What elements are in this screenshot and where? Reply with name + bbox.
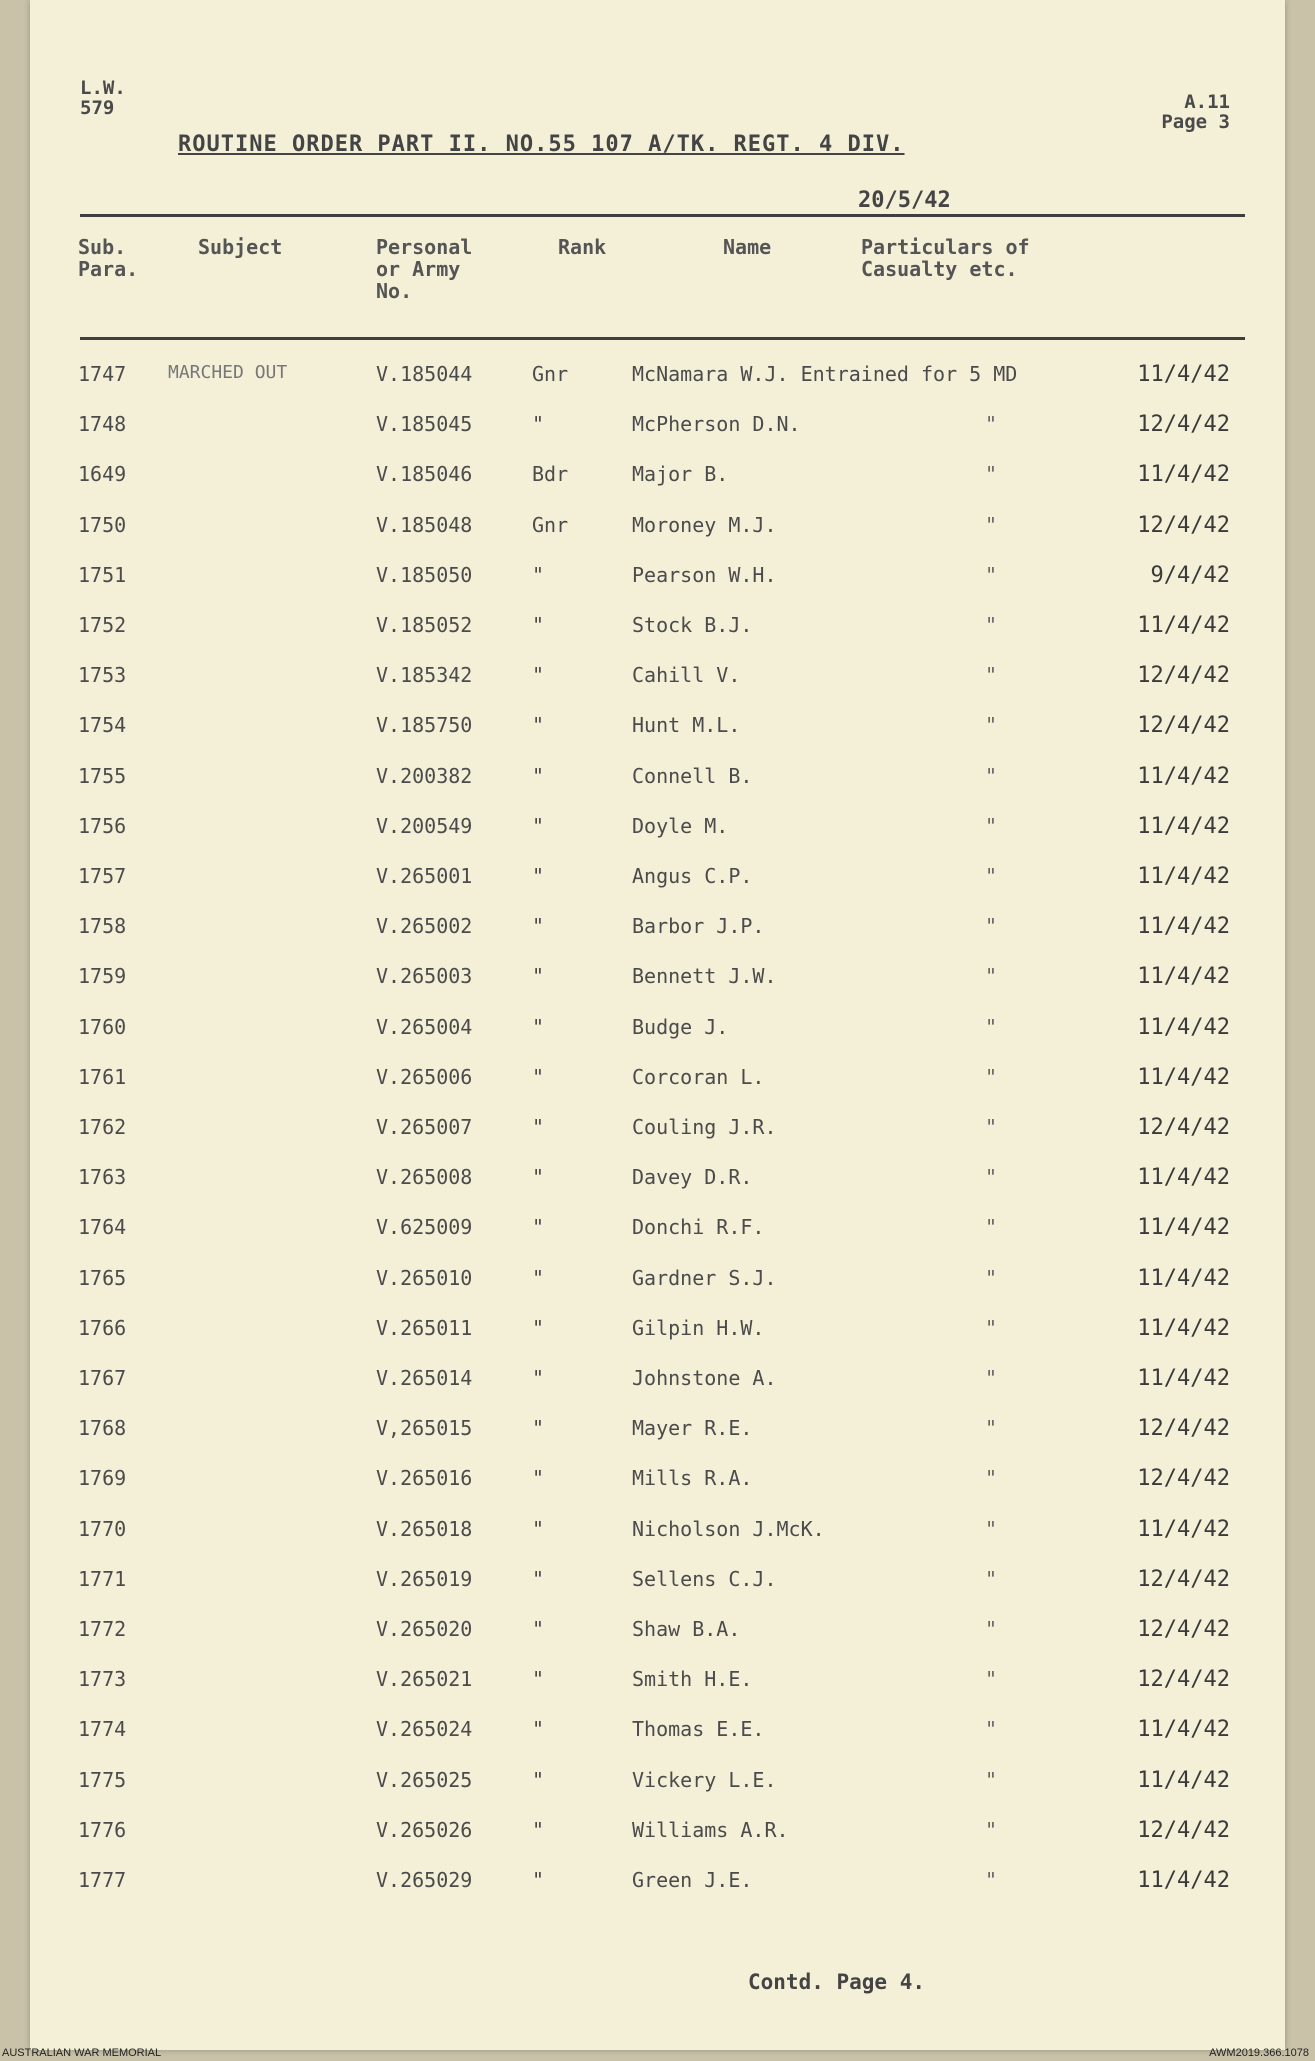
particulars-cell: " [985, 663, 998, 688]
casualty-date: 12/4/42 [1137, 1466, 1230, 1492]
name-cell: Green J.E. [632, 1868, 753, 1892]
para-number: 1766 [78, 1315, 127, 1340]
army-number: V.265018 [376, 1516, 473, 1541]
rank-cell: " [532, 1265, 545, 1290]
particulars-cell: " [985, 1064, 998, 1089]
name-cell: Pearson W.H. [632, 562, 777, 587]
rank-cell: " [532, 1566, 545, 1591]
particulars-cell: " [985, 562, 998, 587]
particulars-cell: " [985, 763, 998, 788]
rank-cell: " [532, 1717, 545, 1742]
army-number: V.265002 [376, 914, 473, 939]
casualty-date: 12/4/42 [1137, 663, 1230, 689]
table-row [30, 1768, 1285, 1798]
army-number: V.265026 [376, 1817, 473, 1842]
document-page [30, 0, 1285, 2050]
table-row [30, 1416, 1285, 1446]
army-number: V.185046 [376, 462, 473, 487]
continuation-note: Contd. Page 4. [748, 1970, 926, 1994]
casualty-date: 11/4/42 [1137, 813, 1230, 839]
rank-cell: " [532, 1315, 545, 1340]
particulars-cell: " [985, 1767, 998, 1792]
casualty-date: 9/4/42 [1150, 562, 1230, 588]
col-header-para: Sub. Para. [78, 235, 139, 281]
rank-cell: " [532, 1516, 545, 1541]
army-number: V.265020 [376, 1617, 473, 1641]
particulars-cell: " [985, 713, 998, 738]
table-row [30, 1717, 1285, 1747]
name-cell: Sellens C.J. [632, 1566, 777, 1591]
para-number: 1767 [78, 1366, 127, 1390]
particulars-cell: " [985, 1366, 998, 1390]
particulars-cell: " [985, 964, 998, 989]
name-cell: Corcoran L. [632, 1064, 765, 1089]
rank-cell: " [532, 1817, 545, 1842]
particulars-cell: " [985, 1165, 998, 1190]
army-number: V.265019 [376, 1566, 473, 1591]
name-cell: Donchi R.F. [632, 1215, 765, 1240]
para-number: 1753 [78, 663, 127, 688]
reference-line-1: L.W. [80, 77, 126, 99]
rank-cell: " [532, 1165, 545, 1190]
casualty-date: 11/4/42 [1137, 1868, 1230, 1893]
col-header-number: Personal or Army No. [376, 235, 473, 303]
rank-cell: Gnr [532, 362, 569, 386]
name-cell: Gardner S.J. [632, 1265, 777, 1290]
particulars-cell: " [985, 1868, 998, 1892]
army-number: V.265003 [376, 964, 473, 989]
name-cell: Smith H.E. [632, 1667, 753, 1692]
casualty-date: 11/4/42 [1137, 1265, 1230, 1291]
table-row [30, 764, 1285, 794]
rank-cell: Gnr [532, 512, 569, 537]
army-number: V.185048 [376, 512, 473, 537]
header-rule-bottom [80, 337, 1245, 340]
col-header-subject: Subject [198, 235, 283, 259]
casualty-date: 11/4/42 [1137, 1064, 1230, 1090]
table-row [30, 1667, 1285, 1697]
army-number: V.265024 [376, 1717, 473, 1742]
rank-cell: " [532, 914, 545, 939]
rank-cell: " [532, 1215, 545, 1240]
name-cell: Barbor J.P. [632, 914, 765, 939]
name-cell: Vickery L.E. [632, 1767, 777, 1792]
para-number: 1768 [78, 1416, 127, 1441]
rank-cell: " [532, 1014, 545, 1039]
para-number: 1770 [78, 1516, 127, 1541]
particulars-cell: " [985, 1466, 998, 1491]
army-number: V.185050 [376, 562, 473, 587]
casualty-date: 12/4/42 [1137, 412, 1230, 438]
para-number: 1762 [78, 1115, 127, 1139]
table-row [30, 964, 1285, 994]
col-header-name: Name [723, 235, 772, 259]
rank-cell: " [532, 813, 545, 838]
table-row [30, 1567, 1285, 1597]
army-number: V.265025 [376, 1767, 473, 1792]
rank-cell: " [532, 713, 545, 738]
rank-cell: " [532, 1466, 545, 1491]
table-row [30, 1366, 1285, 1396]
casualty-date: 11/4/42 [1137, 362, 1230, 387]
para-number: 1758 [78, 914, 127, 939]
army-number: V.185342 [376, 663, 473, 688]
casualty-date: 11/4/42 [1137, 1767, 1230, 1793]
table-row [30, 864, 1285, 894]
rank-cell: " [532, 1064, 545, 1089]
particulars-cell: " [985, 1416, 998, 1441]
rank-cell: " [532, 663, 545, 688]
table-row [30, 1466, 1285, 1496]
rank-cell: " [532, 763, 545, 788]
para-number: 1772 [78, 1617, 127, 1641]
table-row [30, 1115, 1285, 1145]
particulars-cell: " [985, 1215, 998, 1240]
particulars-cell: " [985, 1817, 998, 1842]
table-row [30, 1617, 1285, 1647]
name-cell: Angus C.P. [632, 864, 753, 888]
particulars-cell: " [985, 1115, 998, 1139]
table-row [30, 1517, 1285, 1547]
army-number: V.200382 [376, 763, 473, 788]
army-number: V.265021 [376, 1667, 473, 1692]
rank-cell: Bdr [532, 462, 569, 487]
name-cell: Thomas E.E. [632, 1717, 765, 1742]
particulars-cell: " [985, 512, 998, 537]
casualty-date: 11/4/42 [1137, 914, 1230, 940]
casualty-date: 11/4/42 [1137, 1014, 1230, 1040]
table-row [30, 713, 1285, 743]
name-cell: Stock B.J. [632, 613, 753, 637]
casualty-date: 11/4/42 [1137, 462, 1230, 488]
rank-cell: " [532, 1617, 545, 1641]
para-number: 1773 [78, 1667, 127, 1692]
name-cell: Cahill V. [632, 663, 741, 688]
casualty-date: 11/4/42 [1137, 1165, 1230, 1191]
para-number: 1756 [78, 813, 127, 838]
rank-cell: " [532, 562, 545, 587]
table-row [30, 1015, 1285, 1045]
table-row [30, 814, 1285, 844]
particulars-cell: " [985, 1566, 998, 1591]
para-number: 1776 [78, 1817, 127, 1842]
army-number: V.265014 [376, 1366, 473, 1390]
casualty-date: 12/4/42 [1137, 1566, 1230, 1592]
army-number: V.265007 [376, 1115, 473, 1139]
army-number: V.625009 [376, 1215, 473, 1240]
army-number: V.265029 [376, 1868, 473, 1892]
particulars-cell: " [985, 412, 998, 437]
para-number: 1769 [78, 1466, 127, 1491]
table-row [30, 613, 1285, 643]
para-number: 1755 [78, 763, 127, 788]
para-number: 1771 [78, 1566, 127, 1591]
name-cell: Johnstone A. [632, 1366, 777, 1390]
rank-cell: " [532, 1416, 545, 1441]
table-row [30, 362, 1285, 392]
name-cell: Bennett J.W. [632, 964, 777, 989]
para-number: 1754 [78, 713, 127, 738]
army-number: V.265016 [376, 1466, 473, 1491]
page-number: Page 3 [1161, 111, 1230, 133]
para-number: 1750 [78, 512, 127, 537]
table-row [30, 513, 1285, 543]
reference-line-2: 579 [80, 97, 115, 119]
table-row [30, 412, 1285, 442]
para-number: 1748 [78, 412, 127, 437]
para-number: 1759 [78, 964, 127, 989]
col-header-rank: Rank [558, 235, 607, 259]
para-number: 1649 [78, 462, 127, 487]
casualty-date: 11/4/42 [1137, 1366, 1230, 1391]
name-cell: McPherson D.N. [632, 412, 801, 437]
casualty-date: 12/4/42 [1137, 512, 1230, 538]
casualty-date: 12/4/42 [1137, 1667, 1230, 1693]
army-number: V.185750 [376, 713, 473, 738]
army-number: V.185045 [376, 412, 473, 437]
table-row [30, 563, 1285, 593]
folio-reference [1161, 92, 1230, 132]
particulars-cell: " [985, 1265, 998, 1290]
army-number: V.265006 [376, 1064, 473, 1089]
name-cell: Major B. [632, 462, 729, 487]
casualty-date: 12/4/42 [1137, 1416, 1230, 1442]
col-header-particulars: Particulars of Casualty etc. [861, 235, 1030, 281]
casualty-date: 11/4/42 [1137, 1215, 1230, 1241]
casualty-date: 11/4/42 [1137, 1717, 1230, 1743]
name-cell: Nicholson J.McK. [632, 1516, 825, 1541]
table-row [30, 1316, 1285, 1346]
rank-cell: " [532, 964, 545, 989]
table-row [30, 1868, 1285, 1898]
para-number: 1775 [78, 1767, 127, 1792]
table-row [30, 462, 1285, 492]
document-date: 20/5/42 [858, 188, 951, 213]
table-row [30, 1065, 1285, 1095]
archive-credit: AUSTRALIAN WAR MEMORIAL [2, 2047, 162, 2059]
name-cell: Budge J. [632, 1014, 729, 1039]
army-number: V.265004 [376, 1014, 473, 1039]
particulars-cell: " [985, 1667, 998, 1692]
para-number: 1765 [78, 1265, 127, 1290]
para-number: 1747 [78, 362, 127, 386]
rank-cell: " [532, 412, 545, 437]
header-rule-top [80, 214, 1245, 217]
name-cell: Hunt M.L. [632, 713, 741, 738]
table-row [30, 1818, 1285, 1848]
army-number: V,265015 [376, 1416, 473, 1441]
rank-cell: " [532, 613, 545, 637]
name-cell: Mills R.A. [632, 1466, 753, 1491]
casualty-date: 11/4/42 [1137, 613, 1230, 638]
para-number: 1752 [78, 613, 127, 637]
particulars-cell: " [985, 864, 998, 888]
para-number: 1777 [78, 1868, 127, 1892]
table-row [30, 663, 1285, 693]
army-number: V.265001 [376, 864, 473, 888]
casualty-date: 12/4/42 [1137, 1817, 1230, 1843]
table-row [30, 914, 1285, 944]
rank-cell: " [532, 1366, 545, 1390]
casualty-date: 11/4/42 [1137, 763, 1230, 789]
para-number: 1774 [78, 1717, 127, 1742]
name-cell: Moroney M.J. [632, 512, 777, 537]
rank-cell: " [532, 1667, 545, 1692]
particulars-cell: " [985, 1315, 998, 1340]
particulars-cell: " [985, 1014, 998, 1039]
army-number: V.185052 [376, 613, 473, 637]
particulars-cell: " [985, 1617, 998, 1641]
name-cell: Connell B. [632, 763, 753, 788]
rank-cell: " [532, 1767, 545, 1792]
casualty-date: 11/4/42 [1137, 1315, 1230, 1341]
folio-line-1: A.11 [1184, 91, 1230, 113]
name-cell: Mayer R.E. [632, 1416, 753, 1441]
army-number: V.265010 [376, 1265, 473, 1290]
subject-cell: MARCHED OUT [168, 362, 288, 383]
particulars-cell: " [985, 914, 998, 939]
para-number: 1764 [78, 1215, 127, 1240]
casualty-date: 12/4/42 [1137, 713, 1230, 739]
name-cell: Doyle M. [632, 813, 729, 838]
para-number: 1763 [78, 1165, 127, 1190]
particulars-cell: " [985, 1516, 998, 1541]
army-number: V.185044 [376, 362, 473, 386]
casualty-date: 12/4/42 [1137, 1115, 1230, 1140]
name-cell: Davey D.R. [632, 1165, 753, 1190]
para-number: 1761 [78, 1064, 127, 1089]
particulars-cell: " [985, 613, 998, 637]
table-row [30, 1215, 1285, 1245]
rank-cell: " [532, 864, 545, 888]
rank-cell: " [532, 1868, 545, 1892]
casualty-date: 11/4/42 [1137, 964, 1230, 990]
name-cell: Shaw B.A. [632, 1617, 741, 1641]
casualty-date: 11/4/42 [1137, 1516, 1230, 1542]
file-reference [80, 78, 126, 118]
particulars-cell: " [985, 462, 998, 487]
name-cell: Couling J.R. [632, 1115, 777, 1139]
para-number: 1757 [78, 864, 127, 888]
particulars-cell: " [985, 813, 998, 838]
name-cell: Williams A.R. [632, 1817, 789, 1842]
document-title: ROUTINE ORDER PART II. NO.55 107 A/TK. REGT. 4 DIV. [178, 132, 905, 157]
army-number: V.200549 [376, 813, 473, 838]
name-cell: McNamara W.J. Entrained for 5 MD [632, 362, 1018, 386]
rank-cell: " [532, 1115, 545, 1139]
casualty-date: 12/4/42 [1137, 1617, 1230, 1642]
archive-accession-number: AWM2019.366.1078 [1209, 2047, 1309, 2059]
particulars-cell: " [985, 1717, 998, 1742]
para-number: 1760 [78, 1014, 127, 1039]
table-row [30, 1165, 1285, 1195]
army-number: V.265008 [376, 1165, 473, 1190]
para-number: 1751 [78, 562, 127, 587]
name-cell: Gilpin H.W. [632, 1315, 765, 1340]
casualty-date: 11/4/42 [1137, 864, 1230, 889]
army-number: V.265011 [376, 1315, 473, 1340]
table-row [30, 1266, 1285, 1296]
